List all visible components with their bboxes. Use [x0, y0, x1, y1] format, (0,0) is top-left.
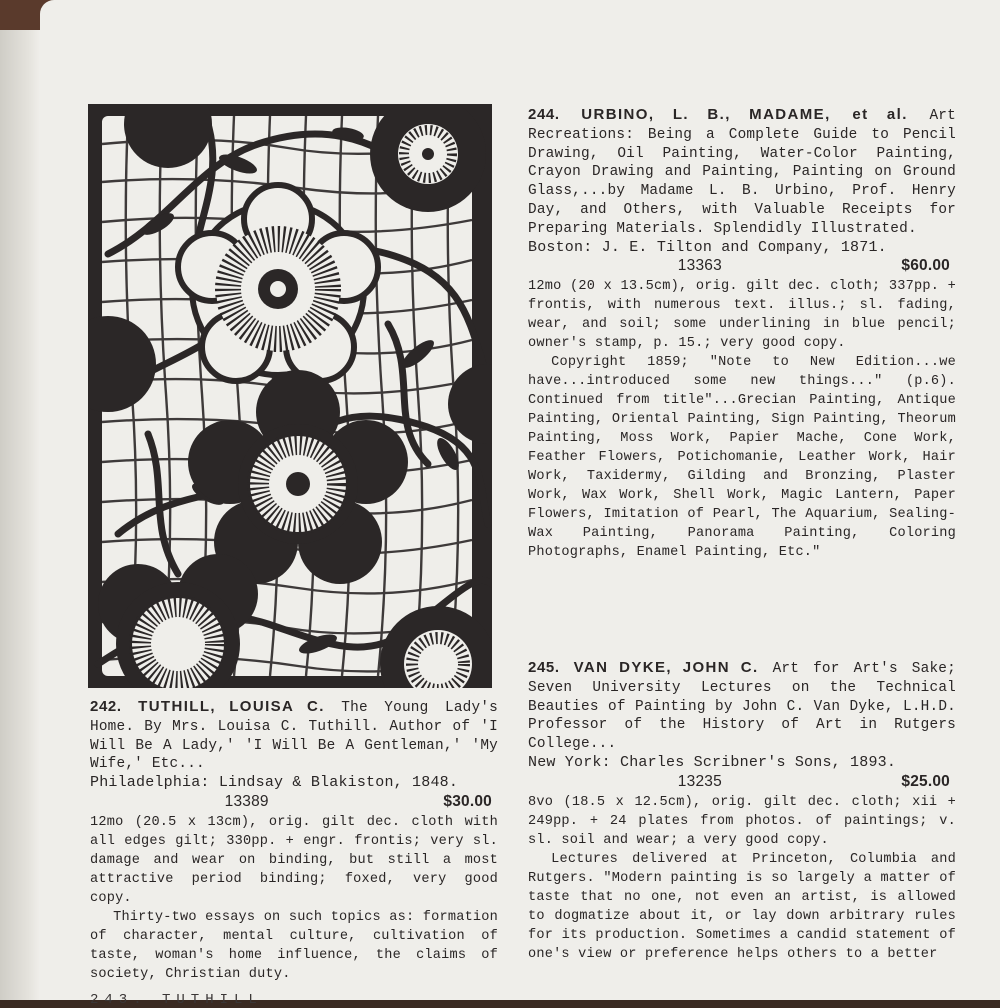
catalog-entry-242 [90, 698, 498, 984]
entry-heading [528, 106, 956, 239]
author-name: TUTHILL, LOUISA C. [138, 698, 325, 715]
entry-heading [528, 659, 956, 754]
entry-notes: Thirty-two essays on such topics as: formation of character, mental culture, cultivation of taste, woman's home influence, the claims of society, Christian duty. [90, 909, 498, 982]
price: $25.00 [901, 772, 950, 790]
catalog-entry-245 [528, 659, 956, 964]
physical-description: 12mo (20.5 x 13cm), orig. gilt dec. cloth with all edges gilt; 330pp. + engr. frontis; very sl. damage and wear on binding, but still a most attractive period binding; foxed, very good copy. [90, 814, 498, 906]
entry-notes: Lectures delivered at Princeton, Columbia and Rutgers. "Modern painting is so largely a matter of taste that no one, not even an artist, is allowed to dogmatize about it, or lay down arbitrary rules for its production. Sometimes a candid statement of one's view or preference helps others to a better [528, 851, 956, 962]
price-row [528, 257, 956, 277]
lot-number: 244. [528, 106, 560, 123]
cut-off-entry-line: 243. TUTHILL [90, 992, 263, 1008]
floral-lattice-illustration [88, 104, 492, 688]
imprint: New York: Charles Scribner's Sons, 1893. [528, 753, 897, 771]
physical-description: 8vo (18.5 x 12.5cm), orig. gilt dec. cloth; xii + 249pp. + 24 plates from photos. of paintings; v. sl. soil and wear; a very good copy. [528, 794, 956, 848]
lot-number: 242. [90, 698, 122, 715]
price-row [90, 793, 498, 813]
stock-code: 13389 [224, 792, 269, 810]
entry-notes: Copyright 1859; "Note to New Edition...we have...introduced some new things..." (p.6). Continued from title"...Grecian Painting, Antique Painting, Oriental Painting, Sign Painting, Theorum Painting, Moss Work, Papier Mache, Cone Work, Feather Flowers, Potichomanie, Leather Work, Hair Work, Taxidermy, Gilding and Bronzing, Plaster Work, Wax Work, Shell Work, Magic Lantern, Paper Flowers, Imitation of Pearl, The Aquarium, Sealing-Wax Painting, Panorama Painting, Coloring Photographs, Enamel Painting, Etc." [528, 355, 956, 561]
author-etal: et al. [852, 106, 908, 123]
lot-number: 245. [528, 659, 560, 676]
page-gutter-shadow [0, 30, 40, 1000]
entry-heading [90, 698, 498, 774]
physical-description: 12mo (20 x 13.5cm), orig. gilt dec. cloth; 337pp. + frontis, with numerous text. illus.; sl. fading, wear, and soil; some underlining in blue pencil; owner's stamp, p. 15.; very good copy. [528, 279, 956, 352]
price: $30.00 [443, 792, 492, 810]
price: $60.00 [901, 257, 950, 275]
imprint: Philadelphia: Lindsay & Blakiston, 1848. [90, 774, 459, 792]
stock-code: 13235 [677, 772, 722, 790]
author-name: URBINO, L. B., MADAME, [581, 106, 831, 123]
book-title: Art Recreations: Being a Complete Guide to Pencil Drawing, Oil Painting, Water-Color Painting, Crayon Drawing and Painting, Painting on Ground Glass,...by Madame L. B. Urbino, Prof. Henry Day, and Others, with Valuable Receipts for Preparing Materials. Splendidly Illustrated. [528, 108, 956, 237]
book-title: The Young Lady's Home. By Mrs. Louisa C. Tuthill. Author of 'I Will Be A Lady,' 'I Will Be A Gentleman,' 'My Wife,' Etc... [90, 700, 498, 773]
catalog-entry-244 [528, 106, 956, 562]
imprint: Boston: J. E. Tilton and Company, 1871. [528, 238, 887, 256]
book-title: Art for Art's Sake; Seven University Lectures on the Technical Beauties of Painting by John C. Van Dyke, L.H.D. Professor of the History of Art in Rutgers College... [528, 661, 956, 753]
price-row [528, 773, 956, 793]
author-name: VAN DYKE, JOHN C. [573, 659, 759, 676]
stock-code: 13363 [677, 257, 722, 275]
